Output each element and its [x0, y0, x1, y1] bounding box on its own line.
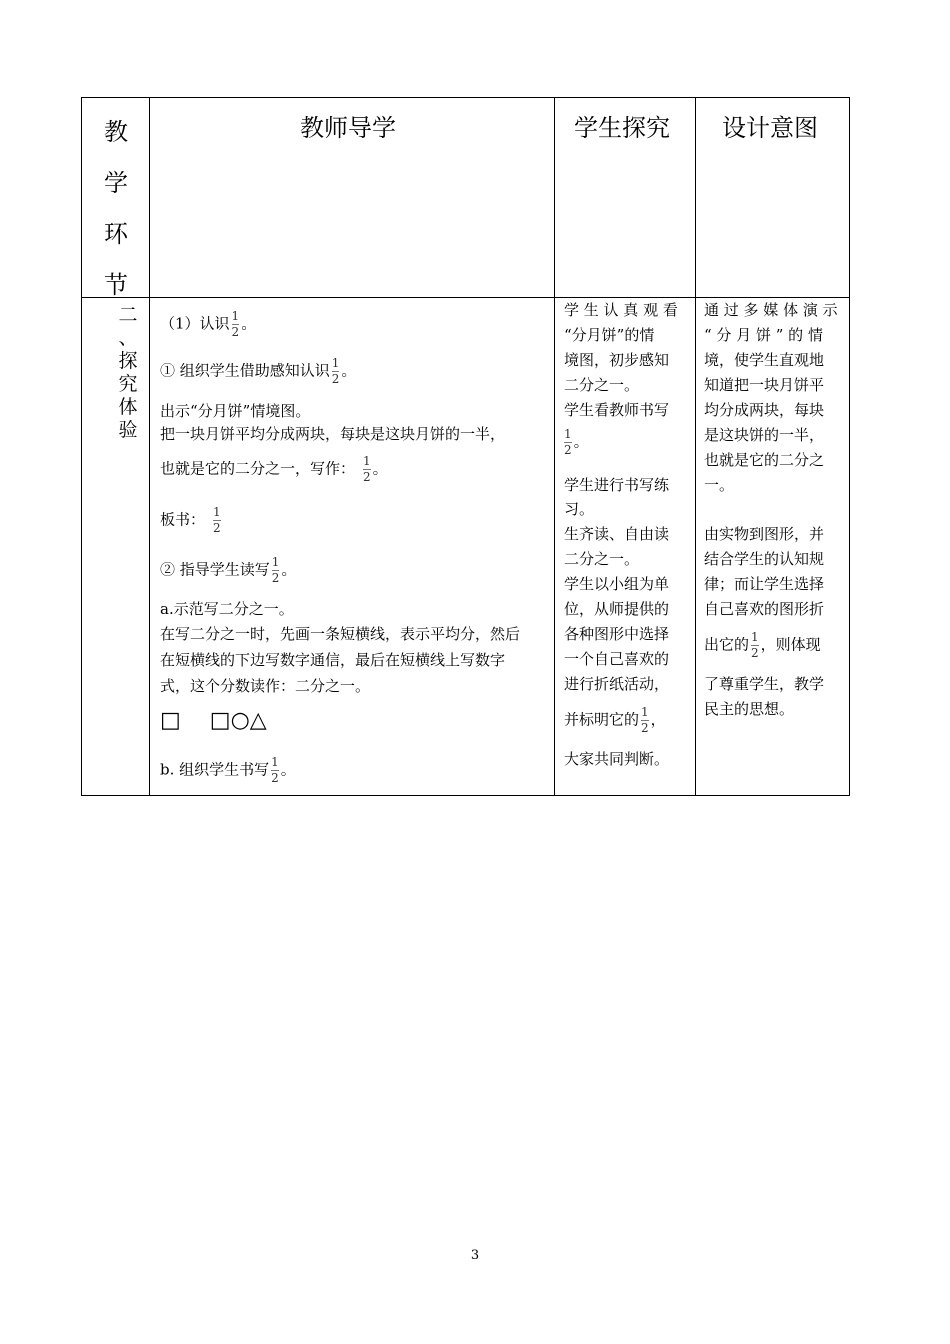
fraction-half	[271, 756, 279, 785]
text: （1）认识	[160, 314, 230, 333]
text: 出它的	[704, 635, 750, 654]
fraction-half	[751, 631, 759, 660]
denominator: 2	[751, 646, 759, 660]
design-line: 是这块饼的一半，	[704, 426, 825, 444]
design-line: 也就是它的二分之	[704, 451, 825, 469]
numerator: 1	[564, 427, 572, 441]
numerator: 1	[331, 356, 340, 370]
teacher-line	[160, 310, 256, 339]
teacher-line	[160, 756, 296, 785]
col-divider	[554, 98, 555, 795]
fraction-half	[363, 455, 371, 484]
fraction-half	[332, 357, 340, 386]
design-line: 由实物到图形，并	[704, 525, 825, 543]
text: 也就是它的二分之一，写作：	[160, 459, 356, 478]
text: 并标明它的	[564, 710, 640, 729]
design-line: 自己喜欢的图形折	[704, 600, 825, 618]
teacher-line	[160, 556, 296, 585]
teacher-line: 出示“分月饼”情境图。	[160, 402, 311, 420]
shape-icons: □ □○△	[160, 708, 267, 733]
stage-char: 、	[118, 327, 138, 349]
denominator: 2	[271, 571, 280, 585]
text: ① 组织学生借助感知认识	[160, 361, 330, 380]
fraction-half	[213, 506, 221, 535]
student-line: 境图，初步感知	[564, 351, 670, 369]
text: 。	[372, 459, 388, 478]
text: ② 指导学生读写	[160, 560, 270, 579]
text: 。	[280, 760, 296, 779]
design-line: 了尊重学生，教学	[704, 675, 825, 693]
teacher-line	[160, 506, 223, 535]
student-line: 二分之一。	[564, 550, 640, 568]
header-stage-char: 环	[104, 220, 128, 248]
header-teacher: 教师导学	[300, 114, 396, 142]
student-line: 二分之一。	[564, 376, 640, 394]
numerator: 1	[363, 454, 371, 468]
teacher-line	[160, 455, 388, 484]
page-number: 3	[470, 1248, 480, 1263]
fraction-half	[564, 428, 572, 457]
col-divider	[695, 98, 696, 795]
header-design: 设计意图	[722, 114, 818, 142]
teacher-line: 把一块月饼平均分成两块，每块是这块月饼的一半，	[160, 425, 506, 443]
student-line: 位，从师提供的	[564, 600, 670, 618]
denominator: 2	[231, 325, 240, 339]
numerator: 1	[641, 705, 649, 719]
stage-char: 体	[118, 396, 138, 418]
design-line: 律；而让学生选择	[704, 575, 825, 593]
student-line	[564, 428, 589, 457]
design-line: 境，使学生直观地	[704, 351, 825, 369]
design-line: 均分成两块，每块	[704, 401, 825, 419]
denominator: 2	[213, 521, 221, 535]
text: ，则体现	[760, 635, 821, 654]
denominator: 2	[271, 771, 279, 785]
design-line: 一。	[704, 476, 735, 494]
denominator: 2	[331, 372, 340, 386]
stage-char: 二	[118, 304, 138, 326]
header-stage-char: 学	[104, 169, 128, 197]
numerator: 1	[751, 630, 759, 644]
student-line: 各种图形中选择	[564, 625, 670, 643]
design-line	[704, 631, 821, 660]
student-line: 生齐读、自由读	[564, 525, 670, 543]
student-line: 学 生 认 真 观 看	[564, 301, 678, 319]
row-divider	[82, 297, 849, 298]
teacher-line: 在短横线的下边写数字通信，最后在短横线上写数字	[160, 651, 506, 669]
fraction-half	[232, 310, 240, 339]
fraction-half	[272, 556, 280, 585]
numerator: 1	[271, 755, 279, 769]
text: 。	[341, 361, 357, 380]
student-line: 学生看教师书写	[564, 401, 670, 419]
design-line: 结合学生的认知规	[704, 550, 825, 568]
denominator: 2	[641, 721, 649, 735]
header-student: 学生探究	[574, 114, 670, 142]
header-stage-char: 教	[104, 118, 128, 146]
teacher-line: 式，这个分数读作：二分之一。	[160, 677, 371, 695]
design-line: 民主的思想。	[704, 700, 795, 718]
stage-char: 验	[118, 419, 138, 441]
student-line	[564, 706, 666, 735]
numerator: 1	[213, 505, 221, 519]
text: b. 组织学生书写	[160, 760, 270, 779]
stage-char: 探	[118, 350, 138, 372]
student-line: 学生进行书写练	[564, 476, 670, 494]
text: 板书：	[160, 510, 206, 529]
teacher-line: 在写二分之一时，先画一条短横线，表示平均分，然后	[160, 625, 521, 643]
design-line: 知道把一块月饼平	[704, 376, 825, 394]
student-line: 学生以小组为单	[564, 575, 670, 593]
header-stage-char: 节	[104, 271, 128, 299]
design-line: 通 过 多 媒 体 演 示	[704, 301, 838, 319]
text: 。	[241, 314, 257, 333]
text: 。	[281, 560, 297, 579]
header-stage	[104, 107, 128, 311]
denominator: 2	[564, 443, 572, 457]
numerator: 1	[231, 309, 240, 323]
text: ，	[650, 710, 666, 729]
student-line: 进行折纸活动，	[564, 675, 670, 693]
col-divider	[149, 98, 150, 795]
fraction-half	[641, 706, 649, 735]
student-line: 习。	[564, 500, 595, 518]
student-line: 大家共同判断。	[564, 750, 670, 768]
teacher-line	[160, 357, 356, 386]
numerator: 1	[271, 555, 280, 569]
design-line: “ 分 月 饼 ” 的 情	[704, 326, 823, 344]
text: 。	[573, 432, 589, 451]
student-line: 一个自己喜欢的	[564, 650, 670, 668]
student-line: “分月饼”的情	[564, 326, 655, 344]
teacher-line: a.示范写二分之一。	[160, 600, 294, 618]
stage-char: 究	[118, 373, 138, 395]
denominator: 2	[363, 470, 371, 484]
stage-label	[118, 304, 138, 442]
